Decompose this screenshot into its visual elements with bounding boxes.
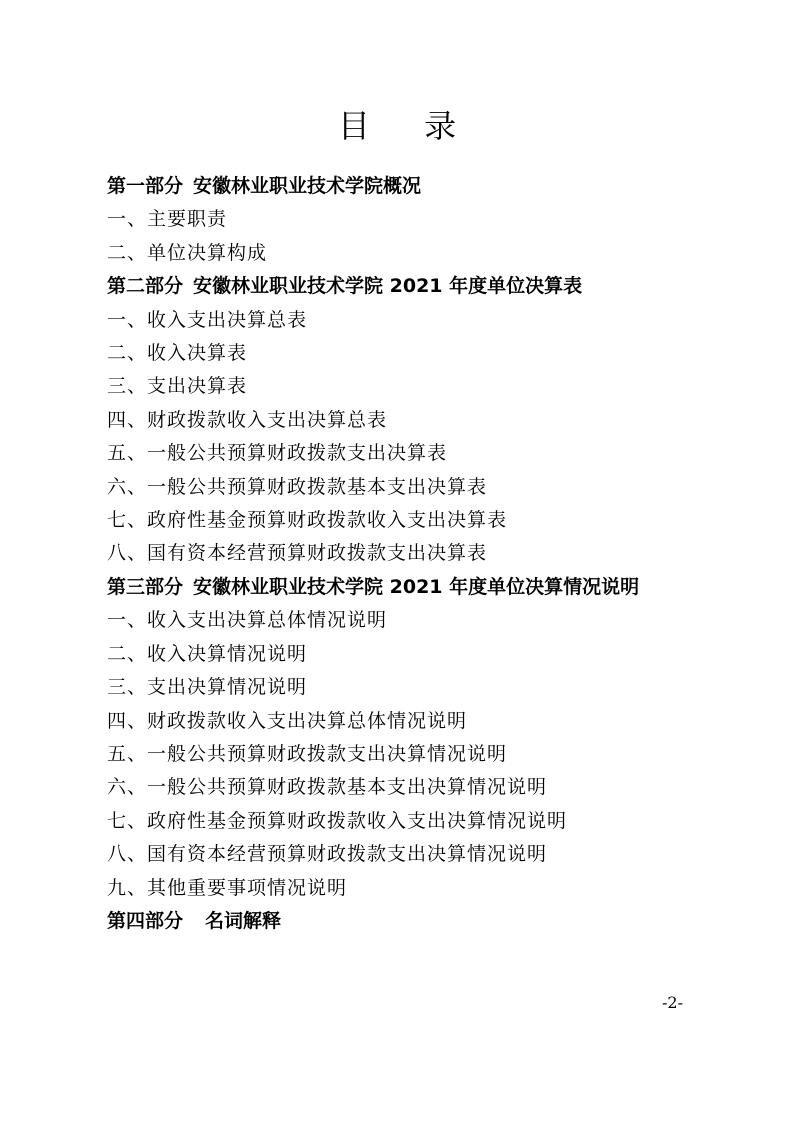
toc-item[interactable]: 五、一般公共预算财政拨款支出决算情况说明 (107, 742, 508, 765)
toc-item[interactable]: 七、政府性基金预算财政拨款收入支出决算情况说明 (107, 809, 568, 832)
part-label: 第三部分 (107, 575, 184, 598)
toc-item[interactable]: 七、政府性基金预算财政拨款收入支出决算表 (107, 509, 508, 532)
toc-item[interactable]: 三、支出决算表 (107, 375, 248, 398)
toc-item[interactable]: 八、国有资本经营预算财政拨款支出决算情况说明 (107, 843, 548, 866)
toc-item[interactable]: 二、收入决算表 (107, 342, 248, 365)
toc-item[interactable]: 一、收入支出决算总表 (107, 308, 308, 331)
section-title: 名词解释 (205, 909, 282, 932)
toc-item[interactable]: 六、一般公共预算财政拨款基本支出决算情况说明 (107, 776, 548, 799)
toc-section-2 (107, 270, 727, 571)
section-title: 安徽林业职业技术学院 2021 年度单位决算表 (193, 275, 583, 298)
page-title: 目 录 (337, 107, 479, 145)
toc-item[interactable]: 六、一般公共预算财政拨款基本支出决算表 (107, 475, 488, 498)
toc-item[interactable]: 五、一般公共预算财政拨款支出决算表 (107, 442, 448, 465)
toc-item[interactable]: 一、收入支出决算总体情况说明 (107, 609, 388, 632)
toc-item[interactable]: 一、主要职责 (107, 208, 228, 231)
part-label: 第一部分 (107, 175, 184, 197)
part-label: 第四部分 (107, 909, 184, 932)
toc-section-3 (107, 571, 727, 905)
section-title: 安徽林业职业技术学院 2021 年度单位决算情况说明 (193, 575, 640, 598)
toc-item[interactable]: 二、收入决算情况说明 (107, 642, 308, 665)
toc-section-4 (107, 905, 727, 938)
section-heading[interactable] (107, 270, 727, 303)
toc-item[interactable]: 八、国有资本经营预算财政拨款支出决算表 (107, 542, 488, 565)
section-heading[interactable] (107, 170, 727, 203)
toc-item[interactable]: 二、单位决算构成 (107, 241, 268, 264)
table-of-contents (107, 170, 727, 938)
toc-item[interactable]: 九、其他重要事项情况说明 (107, 876, 348, 899)
part-label: 第二部分 (107, 275, 184, 298)
toc-item[interactable]: 四、财政拨款收入支出决算总体情况说明 (107, 709, 468, 732)
page-number: -2- (662, 993, 683, 1012)
section-title: 安徽林业职业技术学院概况 (193, 175, 422, 197)
toc-item[interactable]: 四、财政拨款收入支出决算总表 (107, 408, 388, 431)
section-heading[interactable] (107, 571, 727, 604)
section-heading[interactable] (107, 905, 727, 938)
toc-section-1 (107, 170, 727, 270)
toc-item[interactable]: 三、支出决算情况说明 (107, 676, 308, 699)
